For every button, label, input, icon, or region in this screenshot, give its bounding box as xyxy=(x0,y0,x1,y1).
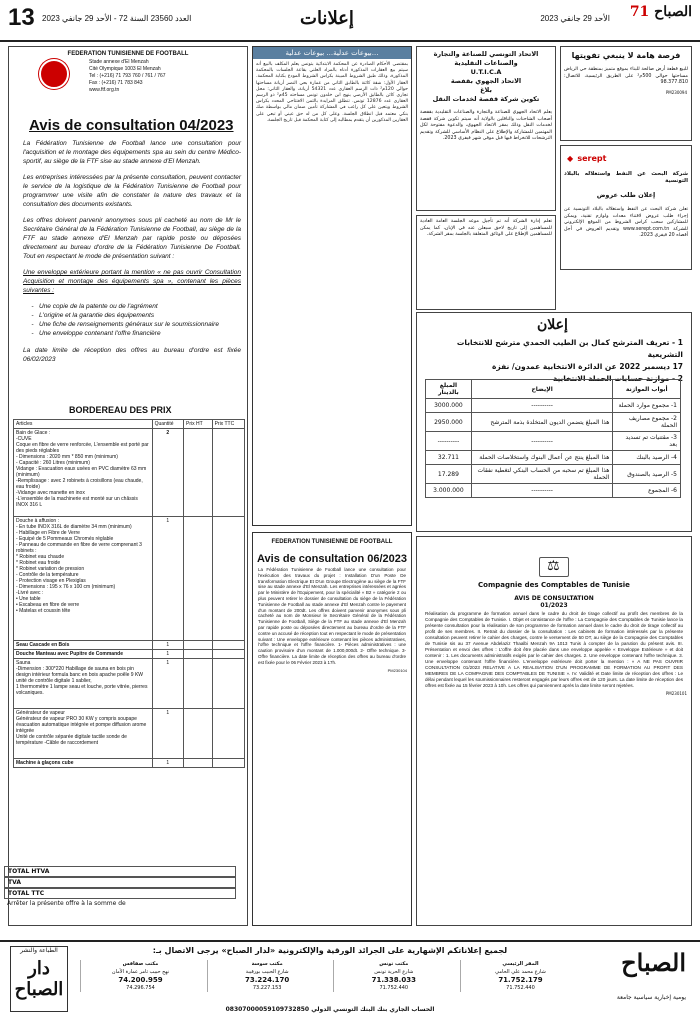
election-budget-notice xyxy=(416,312,692,532)
table-row xyxy=(426,451,681,465)
office-sfax xyxy=(80,960,200,992)
budget-table xyxy=(425,379,681,498)
label-cell: 5- الرصيد بالصندوق xyxy=(613,465,681,484)
arrete-text: Arrêter la présente offre à la somme de xyxy=(7,900,126,907)
issue-info: العدد 23560 السنة 72 - الأحد 29 جانفي 2023 xyxy=(42,14,192,23)
office-hq xyxy=(460,960,580,992)
opportunity-ad xyxy=(560,46,692,141)
office-fax: 73.227.153 xyxy=(252,985,282,991)
table-header-row xyxy=(14,420,245,429)
ftf-body xyxy=(23,139,241,371)
amount-cell: 2950.000 xyxy=(426,413,472,432)
qty-cell: 1 xyxy=(152,759,183,768)
footer-offices xyxy=(80,960,580,992)
office-tel: 71.338.033 xyxy=(371,976,416,984)
newspaper-logo xyxy=(630,4,692,20)
footer-banner: لجميع إعلاناتكم الإشهارية على الجرائد الورقية والإلكترونية «لدار الصباح» يرجى الاتصال بـ: xyxy=(152,946,508,955)
office-tunis xyxy=(333,960,453,992)
article-cell: Machine à glaçons cube xyxy=(14,759,153,768)
qty-cell: 2 xyxy=(152,429,183,517)
office-name: المقر الرئيسي xyxy=(502,961,539,967)
ilan-line: 2 - موازنة حسابات الحملة الانتخابية xyxy=(552,374,683,383)
utica-title: الاتحاد التونسي للصناعة والتجارة والصناعات التقليدية U.T.I.C.A الاتحاد الجهوي بقفصة بلاغ تكوين شركة قفصة لخدمات النقل xyxy=(432,50,540,103)
amount-cell: 32.711 xyxy=(426,451,472,465)
list-item: - Une fiche de renseignements généraux sur le soumissionnaire xyxy=(39,320,241,329)
serept-logo xyxy=(561,146,691,168)
utica-notice xyxy=(416,46,556,211)
table-header: الإيضاح xyxy=(471,380,613,399)
page-header xyxy=(0,0,700,42)
article-cell: Générateur de vapeur Générateur de vapeur PRO 30 KW y compris soupape évacuation automatique intégrée et pompe diffusion arome intégrée Unité de contrôle séparée digitale tactile sonde de température -Câble de raccordement xyxy=(14,709,153,759)
total-ttc: TOTAL TTC xyxy=(4,888,236,899)
article-cell: Douche à affusion : - En tube INOX 316L de diamètre 34 mm (minimum) - Habillage en Fibre de Verre - Equipé de 5 Pommeaux Chromés réglable - Panneau de commande en fibre de verre comprenant 3 robinets : * Robinet eau chaude * Robinet eau froide * Robinet variation de pression - Contrôle de la température - Protection visage en Plexiglas - Dimensions : 195 x 76 x 100 cm (minimum) -Livré avec : • Une table • Escabeau en fibre de verre • Matelas et coussin tête xyxy=(14,517,153,641)
reference-code: PM230094 xyxy=(665,89,687,95)
article-cell: Sauna -Dimension : 300*220 Habillage de sauna en bois pin design intérieur formula banc en bois apache poêle 9 KW unité de contrôle digitale 1 sablier, 1 thermomètre 1 lampe seau et louche, porte vitrée, pierres volcaniques. xyxy=(14,659,153,709)
avis-title-04: Avis de consultation 04/2023 xyxy=(29,117,234,134)
article-cell: Bain de Glace : -CUVE Coque en fibre de verre renforcée, L'ensemble est porté par des pieds réglables - Dimensions : 2020 mm * 850 mm (minimum) - Capacité : 260 Litres (minimum) Vidange : Evacuation eaux usées en PVC diamètre 63 mm (minimum) -Remplissage : avec 2 robinets à croisillons (eau chaude, eau froide) -Vidange avec manette en inox -L'ensemble de la machinerie est monté sur un châssis INOX 316 L xyxy=(14,429,153,517)
office-fax: 71.752.440 xyxy=(506,985,535,991)
footer-logo: الصباح xyxy=(621,948,686,977)
scales-icon xyxy=(539,557,569,577)
qty-cell: 1 xyxy=(152,709,183,759)
table-row xyxy=(426,432,681,451)
serept-subtitle: شركة البحث عن النفط واستغلاله بالبلاد التونسية xyxy=(564,171,688,184)
table-row xyxy=(426,399,681,413)
label-cell: 4- الرصيد بالبنك xyxy=(613,451,681,465)
page-number: 13 xyxy=(8,4,35,31)
ftf-logo-icon xyxy=(39,59,69,89)
ftf-consultation-04 xyxy=(8,46,248,926)
article-cell: Douche Manteau avec Pupitre de Commande xyxy=(14,650,153,659)
total-htva: TOTAL HTVA xyxy=(4,866,236,877)
table-row xyxy=(426,465,681,484)
office-name: مكتب صفاقس xyxy=(122,961,159,967)
company-notice-text: تعلم إدارة الشركة أنه تم تأجيل موعد الجلسة العامة العادية للمساهمين إلى تاريخ لاحق سيعلن عنه في الإبان، كما يمكن للمساهمين الإطلاع على الوثائق المتعلقة بالجلسة بمقر الشركة. xyxy=(420,219,552,237)
label-cell: 6- المجموع xyxy=(613,484,681,498)
table-header: أبواب الموازنة xyxy=(613,380,681,399)
price-totals xyxy=(4,866,236,908)
list-item: - Une copie de la patente ou de l'agrément xyxy=(39,302,241,311)
tva: TVA xyxy=(4,877,236,888)
note-cell: ---------- xyxy=(471,484,613,498)
table-header: Prix TTC xyxy=(212,420,244,429)
table-header: Articles xyxy=(14,420,153,429)
serept-logo-icon: ◆ xyxy=(567,154,574,163)
office-address: شارع محمد علي الحامي xyxy=(495,969,546,975)
footer-account: 08307000059109732850 الحساب الجاري بنك البنك التونسي الدولي xyxy=(225,1006,435,1013)
note-cell: هذا المبلغ ينتج عن أعمال البنوك واستخلاصات الحملة xyxy=(471,451,613,465)
section-title: إعلانات xyxy=(300,8,354,29)
list-item: - Une enveloppe contenant l'offre financière xyxy=(39,329,241,338)
office-tel: 74.200.959 xyxy=(118,976,163,984)
label-cell: 3- مقتنيات تم تسديد بعد xyxy=(613,432,681,451)
article-cell: Seau Cascade en Bois xyxy=(14,641,153,650)
note-cell: ---------- xyxy=(471,432,613,451)
amount-cell: 3.000.000 xyxy=(426,484,472,498)
office-name: مكتب تونس xyxy=(379,961,409,967)
office-address: نهج حبيب ثامر عمارة الأمان xyxy=(111,969,170,975)
avis-title-06: Avis de consultation 06/2023 xyxy=(257,553,407,565)
judicial-text: بمقتضى الأحكام الصادرة عن المحكمة الابتدائية بتونس يعلم المكلف بالبيع أنه سيتم بيع العقارات المذكورة أدناه بالمزاد العلني بقاعة الجلسات بالمحكمة المذكورة، وذلك طبق الشروط المبينة بكراس الشروط المودع بكتابة المحكمة. العقار الأول: شقة كائنة بالطابق الثاني من عمارة بحي النصر أريانة مساحتها حوالي 120م² ذات الرسم العقاري عدد 54321 أريانة، والعقار الثاني: محل تجاري كائن بالطابق الأرضي بنهج ابن خلدون تونس مساحته 45م² ذو الرسم العقاري عدد 12876 تونس. تنطلق المزايدة بالثمن الافتتاحي المحدد بكراس الشروط ويتعين على كل راغب في المشاركة تأمين ضمان مالي بواسطة صك بنكي معتمد قبل انطلاق الجلسة. وعلى كل من له حق عيني أو تبعي على العقارين المذكورين أن يتقدم بمطالبه إلى كتابة المحكمة قبل تاريخ الجلسة. xyxy=(256,62,408,123)
ftf-items-list xyxy=(39,302,241,338)
office-address: شارع الحرية تونس xyxy=(374,969,414,975)
note-cell: هذا المبلغ تم سحبه من الحساب البنكي لتغطية نفقات الحملة xyxy=(471,465,613,484)
table-row xyxy=(426,484,681,498)
serept-title: إعلان طلب عروض xyxy=(596,191,656,199)
ilan-line: 17 ديسمبر 2022 عن الدائرة الانتخابية عمدون/ نفزة xyxy=(492,362,683,371)
judicial-sales-ad xyxy=(252,46,412,526)
comptables-title: AVIS DE CONSULTATION 01/2023 xyxy=(514,595,594,609)
dar-logo-sub: الطباعة والنشر xyxy=(20,947,58,954)
comptables-body: Réalisation du programme de formation annuel dans le cadre du droit de tirage collectif au profit des membres de la Compagnie des Comptables de Tunisie. I. Objet et consistance de l'offre : La Compagnie des Comptables de Tunisie lance la présente consultation pour la réalisation de son programme de formation annuel dans le cadre du droit de tirage collectif au profit de ses membres. II. Retrait du dossier de la consultation : Les cabinets de formation intéressés par la présente consultation peuvent retirer le cahier des charges, contre le versement de 50 DT, au siège de la Compagnie des Comptables de Tunisie sis au 37 Avenue Abdelaziz Thaalbi Menzah 9A 1013 Tunis à compter de la parution du présent avis. III. Présentation et envoi des offres : L'offre doit être placée dans une enveloppe appelée « Enveloppe Extérieure » et doit contenir : 1. Les documents administratifs exigés par le cahier des charges. 2. Une enveloppe contenant l'offre technique. 3. Une enveloppe contenant l'offre financière. L'enveloppe extérieure doit porter la mention : « A NE PAS OUVRIR CONSULTATION 01/2023 RELATIVE A LA REALISATION D'UN PROGRAMME DE FORMATION AU PROFIT DES MEMBRES DE LA COMPAGNIE DES COMPTABLES DE TUNISIE ». IV. Validité et Date limite de réception des offres : Le délai pendant lequel les soumissionnaires resteront engagés par leurs offres est de 120 jours. La date limite de réception des offres est fixée au 15 février 2023 à 10h. Les offres qui parviennent après la date limite seront rejetées. xyxy=(425,611,683,688)
table-row xyxy=(14,517,245,641)
reference-code: PM230101 xyxy=(665,691,687,696)
dar-logo-text: دار الصباح xyxy=(14,958,64,1000)
table-row xyxy=(14,650,245,659)
judicial-ribbon: بيوعات عدلية... بيوعات عدلية... xyxy=(253,47,411,59)
ilan-lines xyxy=(423,337,683,385)
table-header-row xyxy=(426,380,681,399)
ftf-paragraph-5: La date limite de réception des offres au bureau d'ordre est fixée 06/02/2023 xyxy=(23,347,241,363)
table-row xyxy=(14,659,245,709)
dar-assabah-logo xyxy=(10,946,68,1012)
opportunity-title: فرصة هامة لا ينبغي تفويتها xyxy=(571,51,681,60)
table-row xyxy=(14,759,245,768)
qty-cell: 1 xyxy=(152,641,183,650)
ftf-org-name: FEDERATION TUNISIENNE DE FOOTBALL xyxy=(67,51,189,57)
amount-cell: 17.289 xyxy=(426,465,472,484)
footer-subtitle: يومية إخبارية سياسية جامعة xyxy=(616,994,686,1001)
ftf-paragraph-4: Une enveloppe extérieure portant la mention « ne pas ouvrir Consultation Acquisition et montage des équipements spa », contenant les pièces suivantes : xyxy=(23,269,241,294)
page-footer xyxy=(0,940,700,1018)
opportunity-text: للبيع قطعة أرض صالحة للبناء بموقع متميز بمنطقة حي الرياض مساحتها حوالي 500م² على الطريق الرئيسية، للاتصال: 98.377.810 xyxy=(564,67,688,85)
serept-notice xyxy=(560,145,692,270)
ftf2-org-name: FEDERATION TUNISIENNE DE FOOTBALL xyxy=(271,539,393,545)
label-cell: 1- مجموع موارد الحملة xyxy=(613,399,681,413)
office-name: مكتب سوسة xyxy=(251,961,283,967)
ilan-line: 1 - تعريف المترشح كمال بن الطيب الحمدي مترشح للانتخابات التشريعية xyxy=(456,338,683,359)
ftf-consultation-06 xyxy=(252,532,412,926)
comptables-name: Compagnie des Comptables de Tunisie xyxy=(478,581,630,589)
comptables-consultation xyxy=(416,536,692,926)
logo-number: 71 xyxy=(629,4,650,20)
ftf-paragraph-2: Les entreprises intéressées par la présente consultation, peuvent contacter le service de la logistique de la Fédération Tunisienne de Football pour programmer une visite afin de constater la nature des travaux et la consultation des documents existants. xyxy=(23,174,241,208)
logo-date: الأحد 29 جانفي 2023 xyxy=(540,14,610,23)
table-header: Quantité xyxy=(152,420,183,429)
ftf-address: Stade annexe d'El Menzah Cité Olympique 1003 El Menzah Tel : (+216) 71 793 760 / 761 / 767 Fax : (+216) 71 783 843 www.ftf.org.tn xyxy=(89,59,166,93)
office-tel: 73.224.170 xyxy=(245,976,290,984)
note-cell: ---------- xyxy=(471,399,613,413)
utica-text: يعلم الاتحاد الجهوي للصناعة والتجارة والصناعات التقليدية بقفصة أصحاب الشاحنات والناقلين بالولاية أنه سيتم تكوين شركة قفصة لخدمات النقل وذلك بمقر الاتحاد الجهوي، والدعوة مفتوحة لكل المهتمين للمشاركة والإطلاع على النظام الأساسي للشركة وتقديم الترشحات للانخراط فيها قبل موفى شهر فيفري 2023. xyxy=(420,110,552,141)
serept-logo-text: serept xyxy=(577,154,607,163)
table-row xyxy=(426,413,681,432)
ftf-paragraph-1: La Fédération Tunisienne de Football lance une consultation pour l'acquisition et le montage des équipements spa au sein du centre Médico-sportif, au siège de la FTF sise au stade annexe d'El Menzah. xyxy=(23,140,241,165)
table-header: Prix HT xyxy=(184,420,213,429)
reference-code: PM230104 xyxy=(387,667,407,673)
table-row xyxy=(14,709,245,759)
table-header: المبلغ بالدينار xyxy=(426,380,472,399)
qty-cell: 1 xyxy=(152,650,183,659)
amount-cell: 3000.000 xyxy=(426,399,472,413)
amount-cell: ---------- xyxy=(426,432,472,451)
serept-text: تعلن شركة البحث عن النفط واستغلاله بالبلاد التونسية عن إجراء طلب عروض لاقتناء معدات ولوازم تقنية، ويمكن للمشاركين سحب كراس الشروط من الموقع الإلكتروني للشركة www.serept.com.tn وتقديم العروض في أجل أقصاه 20 فيفري 2023. xyxy=(564,207,688,238)
ftf-paragraph-3: Les offres doivent parvenir anonymes sous pli cacheté au nom de Mr le Secrétaire Général de la Fédération Tunisienne de Football, au siège de la FTF au stade annexe d'El Menzah par rapide poste ou déposées directement au bureau d'ordre de la Fédération Tunisienne De Football. Tout en respectant le mode de présentation suivant : xyxy=(23,217,241,260)
office-sousse xyxy=(207,960,327,992)
office-tel: 71.752.179 xyxy=(498,976,543,984)
qty-cell: 1 xyxy=(152,659,183,709)
bordereau-title: BORDEREAU DES PRIX xyxy=(69,405,172,415)
qty-cell: 1 xyxy=(152,517,183,641)
office-fax: 71.752.440 xyxy=(379,985,409,991)
logo-text: الصباح xyxy=(654,4,692,20)
price-table xyxy=(13,419,245,768)
office-address: شارع الحبيب بورقيبة xyxy=(245,969,289,975)
table-row xyxy=(14,429,245,517)
table-row xyxy=(14,641,245,650)
ilan-title: إعلان xyxy=(537,317,568,333)
company-notice xyxy=(416,215,556,310)
ftf2-body: La Fédération Tunisienne de Football lance une consultation pour l'exécution des travaux du projet : Installation D'un Poste De transformation Electrique Et D'un Groupe Electrogène au siège de la FTF sise au stade annexe d'El Menzah. Les entreprises intéressées et agrées par le Ministère de l'Equipement, pour la spécialité « B2 » catégorie 2 ou plus peuvent retirer le dossier de consultation du siège de la Fédération Tunisienne de Football au stade annexe d'El Menzah contre le payement d'un montant de 200dt. Les offres doivent parvenir anonymes sous pli cacheté au nom de Monsieur le Secrétaire Général de la Fédération Tunisienne de Football, Siège de la FTF au stade annexe d'El Menzah par rapide poste ou déposées directement au bureau d'ordre de la FTF contre un accusé de réception tout en respectant le mode de présentation suivant : Une enveloppe extérieure contenant les pièces administratives, l'offre technique et l'offre financière. 1- Pièces administratives : une caution provisoire d'un montant de 1.000,000dt. 2- Offre technique. 3- Offre financière. La date limite de réception des offres au bureau d'ordre est fixée pour le 06 Février 2023 à 17h. xyxy=(258,567,406,665)
office-fax: 74.296.754 xyxy=(126,985,155,991)
label-cell: 2- مجموع مصاريف الحملة xyxy=(613,413,681,432)
list-item: - L'origine et la garantie des équipements xyxy=(39,311,241,320)
note-cell: هذا المبلغ يتضمن الديون المتخلدة بذمة المترشح xyxy=(471,413,613,432)
